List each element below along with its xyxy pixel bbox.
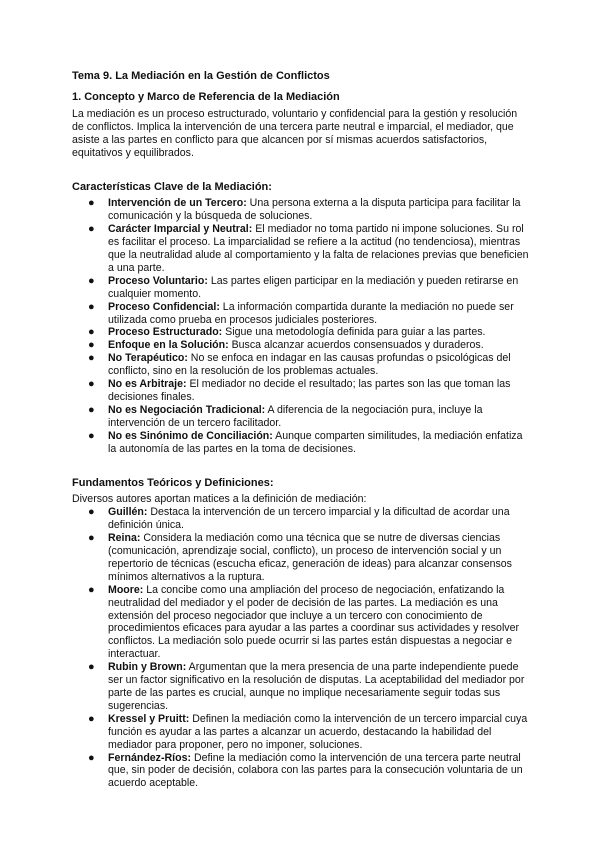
list-item-text: El mediador no decide el resultado; las partes son las que toman las decisiones finales. xyxy=(108,378,511,403)
list-item xyxy=(88,583,530,661)
document-page xyxy=(72,70,530,790)
list-item xyxy=(88,223,530,275)
bullet-icon: ● xyxy=(88,339,95,352)
list-item-text: Define la mediación como la intervención de una tercera parte neutral que, sin poder de decisión, colabora con las partes para la consecución voluntaria de un acuerdo aceptable. xyxy=(108,751,523,790)
bullet-icon: ● xyxy=(88,378,95,391)
list-item-term: Proceso Confidencial: xyxy=(108,300,220,313)
list-item-text: La concibe como una ampliación del proceso de negociación, enfatizando la neutralidad del mediador y el poder de decisión de las partes. La mediación es una extensión del proceso negociador que incluye a un tercero con conocimiento de procedimientos eficaces para ayudar a las partes a coordinar sus actividades y resolver conflictos. La mediación solo puede ocurrir si las partes están dispuestas a negociar e interactuar. xyxy=(108,583,520,661)
list-item-term: Reina: xyxy=(108,532,141,545)
bullet-icon: ● xyxy=(88,532,95,545)
list-item-text: Destaca la intervención de un tercero imparcial y la dificultad de acordar una definición única. xyxy=(108,506,510,532)
list-item-text: Una persona externa a la disputa participa para facilitar la comunicación y la búsqueda de soluciones. xyxy=(108,197,521,223)
list-item xyxy=(88,532,530,584)
list-item xyxy=(88,197,530,223)
list-item xyxy=(88,661,530,713)
list-item-term: Proceso Estructurado: xyxy=(108,326,223,339)
list-item xyxy=(88,300,530,327)
list-item-term: Moore: xyxy=(108,583,144,596)
list-item-term: No es Negociación Tradicional: xyxy=(108,403,266,416)
list-item-text: Busca alcanzar acuerdos consensuados y duraderos. xyxy=(228,339,484,352)
list-item-text: No se enfoca en indagar en las causas profundas o psicológicas del conflicto, sino en la resolución de los problemas actuales. xyxy=(108,352,511,378)
characteristics-heading: Características Clave de la Mediación: xyxy=(72,181,272,194)
characteristics-list xyxy=(72,197,530,455)
list-item xyxy=(88,326,530,339)
list-item-text: La información compartida durante la mediación no puede ser utilizada como prueba en procesos judiciales posteriores. xyxy=(108,300,514,326)
list-item-term: Intervención de un Tercero: xyxy=(108,197,247,210)
bullet-icon: ● xyxy=(88,223,95,236)
list-item xyxy=(88,751,530,791)
list-item xyxy=(88,274,530,301)
bullet-icon: ● xyxy=(88,661,95,674)
list-item xyxy=(88,378,530,404)
bullet-icon: ● xyxy=(88,751,95,764)
list-item-term: Proceso Voluntario: xyxy=(108,274,208,287)
list-item-text: Aunque comparten similitudes, la mediación enfatiza la autonomía de las partes en la toma de decisiones. xyxy=(108,429,523,455)
bullet-icon: ● xyxy=(88,429,95,442)
bullet-icon: ● xyxy=(88,326,95,339)
bullet-icon: ● xyxy=(88,712,95,725)
foundations-list xyxy=(72,506,530,790)
list-item-term: No es Arbitraje: xyxy=(108,378,187,391)
list-item-term: Fernández-Ríos: xyxy=(108,751,191,764)
list-item xyxy=(88,712,530,752)
section-heading: 1. Concepto y Marco de Referencia de la Mediación xyxy=(72,90,340,103)
list-item xyxy=(88,339,530,352)
document-title: Tema 9. La Mediación en la Gestión de Conflictos xyxy=(72,70,330,82)
list-item-term: Enfoque en la Solución: xyxy=(108,339,229,352)
list-item-term: Guillén: xyxy=(108,506,148,519)
list-item-term: No Terapéutico: xyxy=(108,352,188,365)
list-item-text: El mediador no toma partido ni impone soluciones. Su rol es facilitar el proceso. La imparcialidad se refiere a la actitud (no tendenciosa), mientras que la neutralidad alude al comportamiento y la falta de relaciones previas que beneficien a una parte. xyxy=(108,223,529,274)
list-item xyxy=(88,429,530,456)
bullet-icon: ● xyxy=(88,197,95,210)
list-item-term: Carácter Imparcial y Neutral: xyxy=(108,223,253,236)
list-item xyxy=(88,403,530,430)
bullet-icon: ● xyxy=(88,300,95,313)
list-item-text: Considera la mediación como una técnica que se nutre de diversas ciencias (comunicación, aprendizaje social, conflicto), un proceso de intervención social y un repertorio de técnicas (escucha eficaz, generación de ideas) para alcanzar consensos mínimos alternativos a la ruptura. xyxy=(108,532,512,583)
foundations-lead: Diversos autores aportan matices a la definición de mediación: xyxy=(72,493,367,506)
bullet-icon: ● xyxy=(88,352,95,365)
list-item-text: Las partes eligen participar en la mediación y pueden retirarse en cualquier momento. xyxy=(108,274,519,300)
list-item xyxy=(88,352,530,378)
bullet-icon: ● xyxy=(88,506,95,519)
list-item-text: Sigue una metodología definida para guiar a las partes. xyxy=(222,326,486,339)
bullet-icon: ● xyxy=(88,403,95,416)
list-item-text: Definen la mediación como la intervención de un tercero imparcial cuya función es ayudar a las partes a alcanzar un acuerdo, destacando la habilidad del mediador para proponer, pero no imponer, soluciones. xyxy=(108,712,528,751)
list-item-term: Rubin y Brown: xyxy=(108,661,187,674)
list-item-text: Argumentan que la mera presencia de una parte independiente puede ser un factor significativo en la resolución de disputas. La aceptabilidad del mediador por parte de las partes es crucial, aunque no implique necesariamente seguir todas sus sugerencias. xyxy=(108,661,525,712)
bullet-icon: ● xyxy=(88,583,95,596)
intro-paragraph: La mediación es un proceso estructurado, voluntario y confidencial para la gestión y resolución de conflictos. Implica la intervención de una tercera parte neutral e imparcial, el mediador, que asiste a las partes en conflicto para que alcancen por sí mismas acuerdos satisfactorios, equitativos y equilibrados. xyxy=(72,107,518,159)
bullet-icon: ● xyxy=(88,274,95,287)
foundations-heading: Fundamentos Teóricos y Definiciones: xyxy=(72,477,274,490)
list-item-term: Kressel y Pruitt: xyxy=(108,712,190,725)
list-item xyxy=(88,506,530,532)
list-item-term: No es Sinónimo de Conciliación: xyxy=(108,429,273,442)
list-item-text: A diferencia de la negociación pura, incluye la intervención de un tercero facilitador. xyxy=(108,403,483,429)
